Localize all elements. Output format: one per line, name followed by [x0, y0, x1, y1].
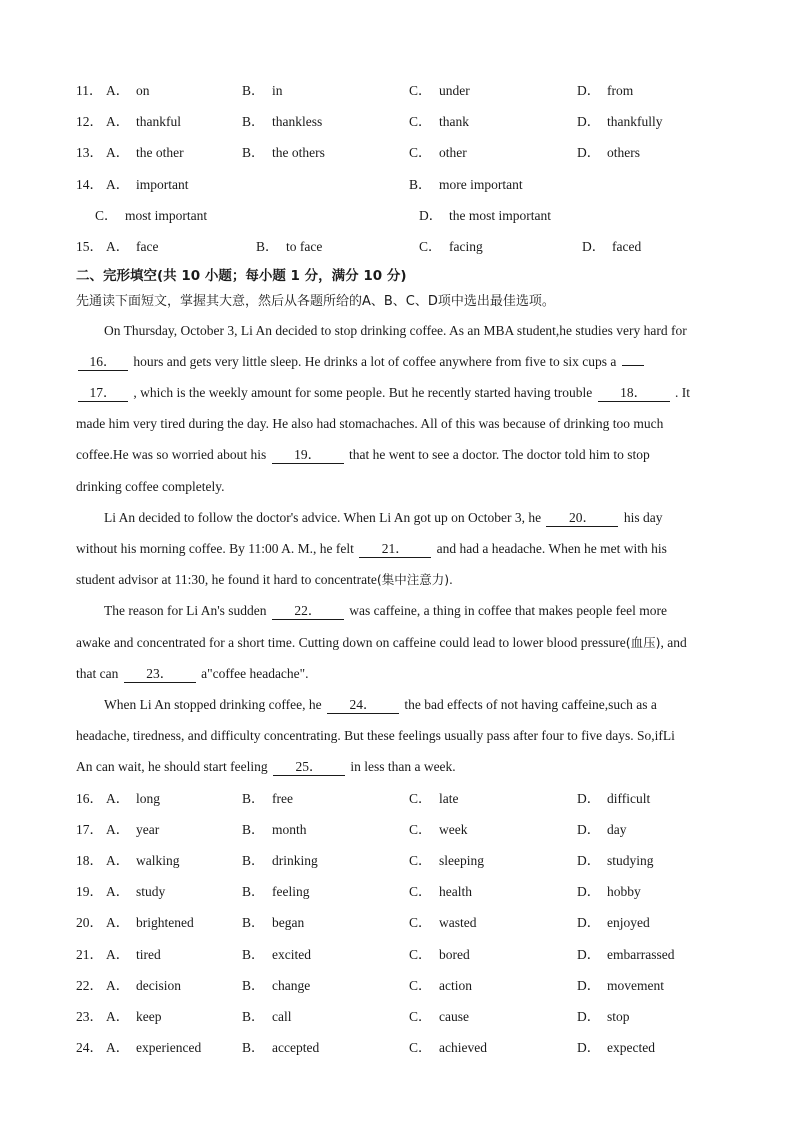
option-text: brightened — [136, 915, 194, 931]
option-text: thankfully — [607, 114, 663, 129]
option-letter: C． — [409, 1008, 432, 1024]
passage-line: without his morning coffee. By 11:00 A. M., he felt 21． and had a headache. When he met with his — [76, 541, 667, 556]
option-text: enjoyed — [607, 915, 650, 931]
option-letter: B． — [242, 1039, 265, 1055]
option-b[interactable] — [242, 789, 293, 809]
option-letter: C． — [409, 145, 432, 160]
option-c[interactable] — [409, 112, 469, 132]
option-text: began — [272, 915, 305, 931]
option-a[interactable] — [106, 976, 181, 996]
option-d[interactable] — [577, 882, 641, 902]
option-letter: D． — [577, 977, 601, 993]
question-number: 18． — [76, 853, 103, 869]
option-letter: B． — [242, 145, 265, 160]
passage-line: awake and concentrated for a short time. Cutting down on caffeine could lead to lower blood pressure(血压), and — [76, 635, 687, 650]
option-letter: A． — [106, 83, 130, 98]
option-text: action — [439, 977, 472, 993]
option-c[interactable] — [409, 945, 470, 965]
option-c[interactable] — [409, 851, 484, 871]
option-text: health — [439, 884, 472, 900]
option-letter: A． — [106, 915, 130, 931]
option-d[interactable] — [577, 913, 650, 933]
option-letter: B． — [242, 83, 265, 98]
option-d[interactable] — [577, 851, 654, 871]
passage-line: The reason for Li An's sudden 22． was caffeine, a thing in coffee that makes people feel more — [104, 603, 668, 618]
option-text: accepted — [272, 1039, 320, 1055]
question-number: 16． — [76, 791, 103, 806]
question-number: 22． — [76, 977, 103, 993]
option-d[interactable] — [577, 1038, 655, 1058]
option-a[interactable]: A． important — [106, 177, 189, 192]
option-letter: C． — [409, 884, 432, 900]
option-d[interactable] — [577, 1007, 630, 1027]
option-d[interactable]: D． faced — [582, 239, 642, 254]
option-letter: A． — [106, 822, 130, 838]
option-letter: C． — [409, 1039, 432, 1055]
option-letter: D． — [577, 915, 601, 931]
passage-line: that can 23． a"coffee headache". — [76, 666, 309, 681]
option-letter: A． — [106, 853, 130, 869]
option-letter: B． — [242, 915, 265, 931]
option-letter: C． — [409, 977, 432, 993]
option-text: stop — [607, 1008, 630, 1024]
option-letter: C． — [409, 853, 432, 869]
passage-line: made him very tired during the day. He also had stomachaches. All of this was because of drinking too much — [76, 416, 664, 431]
option-letter: B． — [242, 946, 265, 962]
question-number: 23． — [76, 1008, 103, 1024]
option-a[interactable] — [106, 945, 161, 965]
option-text: late — [439, 791, 459, 806]
option-letter: D． — [577, 83, 601, 98]
option-a[interactable] — [106, 1007, 161, 1027]
option-d[interactable] — [577, 945, 674, 965]
option-text: tired — [136, 946, 161, 962]
option-letter: D． — [577, 145, 601, 160]
passage-line: 17． , which is the weekly amount for some people. But he recently started having trouble 18． . It — [76, 383, 744, 403]
option-text: sleeping — [439, 853, 484, 869]
option-a[interactable] — [106, 820, 159, 840]
question-number: 19． — [76, 884, 103, 900]
option-c[interactable] — [409, 976, 472, 996]
option-letter: A． — [106, 145, 130, 160]
blank-21[interactable]: 21． — [359, 541, 431, 558]
option-b[interactable] — [242, 81, 283, 101]
option-b[interactable] — [242, 112, 322, 132]
option-letter: B． — [242, 1008, 265, 1024]
passage-line: On Thursday, October 3, Li An decided to stop drinking coffee. As an MBA student,he studies very hard for — [104, 323, 687, 338]
option-b[interactable] — [242, 913, 304, 933]
passage-line: coffee.He was so worried about his 19． that he went to see a doctor. The doctor told him to stop — [76, 447, 650, 462]
option-letter: C． — [409, 915, 432, 931]
blank-20[interactable]: 20． — [546, 510, 618, 527]
option-text: other — [439, 145, 467, 160]
option-text: walking — [136, 853, 180, 869]
option-text: thankful — [136, 114, 181, 129]
option-a[interactable] — [106, 882, 165, 902]
option-text: under — [439, 83, 470, 98]
blank-16-trail — [622, 365, 644, 366]
option-text: others — [607, 145, 640, 160]
option-text: studying — [607, 853, 654, 869]
option-text: from — [607, 83, 634, 98]
option-d[interactable] — [577, 976, 664, 996]
option-letter: D． — [577, 822, 601, 838]
option-b[interactable] — [242, 143, 325, 163]
option-letter: A． — [106, 1039, 130, 1055]
question-number: 20． — [76, 915, 103, 931]
option-c[interactable] — [409, 789, 459, 809]
option-text: movement — [607, 977, 664, 993]
option-d[interactable] — [577, 143, 640, 163]
option-text: year — [136, 822, 160, 838]
option-a[interactable] — [106, 81, 150, 101]
blank-25[interactable]: 25． — [273, 759, 345, 776]
option-d[interactable] — [577, 820, 627, 840]
option-b[interactable] — [242, 976, 310, 996]
option-letter: D． — [577, 791, 601, 806]
option-letter: A． — [106, 791, 130, 806]
option-c[interactable]: C． facing — [419, 239, 483, 254]
option-b[interactable]: B． more important — [409, 177, 523, 192]
option-text: drinking — [272, 853, 318, 869]
option-letter: B． — [242, 791, 265, 806]
option-text: on — [136, 83, 150, 98]
option-letter: D． — [577, 114, 601, 129]
option-text: month — [272, 822, 307, 838]
option-letter: B． — [242, 884, 265, 900]
question-number: 17． — [76, 822, 103, 838]
passage-line: student advisor at 11:30, he found it hard to concentrate(集中注意力). — [76, 572, 453, 587]
option-text: keep — [136, 1008, 162, 1024]
blank-16[interactable]: 16． — [78, 354, 128, 371]
option-text: week — [439, 822, 468, 838]
option-a[interactable] — [106, 112, 181, 132]
option-letter: B． — [242, 977, 265, 993]
option-b[interactable] — [242, 945, 311, 965]
option-text: the others — [272, 145, 325, 160]
option-a[interactable] — [106, 851, 180, 871]
option-text: thankless — [272, 114, 323, 129]
blank-24[interactable]: 24． — [327, 697, 399, 714]
section-instruction: 先通读下面短文，掌握其大意，然后从各题所给的A、B、C、D项中选出最佳选项。 — [76, 294, 555, 309]
option-letter: C． — [409, 114, 432, 129]
option-text: feeling — [272, 884, 310, 900]
passage-line: headache, tiredness, and difficulty concentrating. But these feelings usually pass after four to five days. So,ifLi — [76, 728, 675, 743]
option-letter: D． — [577, 1008, 601, 1024]
option-text: decision — [136, 977, 181, 993]
option-d[interactable] — [577, 112, 663, 132]
option-text: expected — [607, 1039, 655, 1055]
option-letter: C． — [409, 83, 432, 98]
option-text: hobby — [607, 884, 641, 900]
blank-22[interactable]: 22． — [272, 603, 344, 620]
option-b[interactable] — [242, 820, 307, 840]
question-number: 11． — [76, 83, 103, 98]
question-number: 21． — [76, 946, 103, 962]
option-letter: A． — [106, 946, 130, 962]
option-a[interactable] — [106, 789, 160, 809]
option-b[interactable]: B． to face — [256, 239, 323, 254]
option-c[interactable] — [409, 913, 477, 933]
option-letter: B． — [242, 822, 265, 838]
option-text: achieved — [439, 1039, 487, 1055]
option-text: study — [136, 884, 166, 900]
option-b[interactable] — [242, 851, 318, 871]
section-heading: 二、完形填空(共 10 小题；每小题 1 分，满分 10 分) — [76, 268, 407, 284]
option-text: bored — [439, 946, 470, 962]
question-number: 14． — [76, 177, 103, 192]
option-c[interactable] — [409, 820, 467, 840]
option-text: excited — [272, 946, 311, 962]
option-a[interactable] — [106, 1038, 201, 1058]
option-d[interactable]: D． the most important — [419, 208, 551, 223]
option-text: embarrassed — [607, 946, 675, 962]
option-letter: D． — [577, 946, 601, 962]
option-letter: D． — [577, 853, 601, 869]
option-letter: B． — [242, 114, 265, 129]
option-letter: C． — [409, 946, 432, 962]
option-text: call — [272, 1008, 292, 1024]
option-text: difficult — [607, 791, 651, 806]
option-text: cause — [439, 1008, 469, 1024]
option-d[interactable] — [577, 81, 633, 101]
option-c[interactable]: C． most important — [95, 208, 208, 223]
option-text: the other — [136, 145, 184, 160]
option-c[interactable] — [409, 882, 472, 902]
option-letter: C． — [409, 822, 432, 838]
question-number: 13． — [76, 145, 103, 160]
option-letter: A． — [106, 977, 130, 993]
option-a[interactable] — [106, 143, 184, 163]
passage-line: Li An decided to follow the doctor's advice. When Li An got up on October 3, he 20． his day — [104, 510, 663, 525]
option-letter: D． — [577, 884, 601, 900]
option-text: wasted — [439, 915, 477, 931]
blank-23[interactable]: 23． — [124, 666, 196, 683]
question-number: 15． — [76, 239, 103, 254]
option-text: day — [607, 822, 627, 838]
option-letter: A． — [106, 884, 130, 900]
option-b[interactable] — [242, 1038, 319, 1058]
option-letter: B． — [242, 853, 265, 869]
blank-19[interactable]: 19． — [272, 447, 344, 464]
option-text: change — [272, 977, 311, 993]
passage-line: drinking coffee completely. — [76, 479, 225, 494]
option-letter: A． — [106, 1008, 130, 1024]
option-c[interactable] — [409, 143, 467, 163]
passage-line: When Li An stopped drinking coffee, he 24． the bad effects of not having caffeine,such as a — [104, 697, 657, 712]
question-number: 24． — [76, 1039, 103, 1055]
option-c[interactable] — [409, 1007, 469, 1027]
option-text: long — [136, 791, 161, 806]
option-letter: C． — [409, 791, 432, 806]
option-a[interactable] — [106, 913, 194, 933]
option-text: free — [272, 791, 293, 806]
question-number: 12． — [76, 114, 103, 129]
option-text: thank — [439, 114, 469, 129]
blank-18[interactable]: 18． — [598, 385, 670, 402]
blank-17[interactable]: 17． — [78, 385, 128, 402]
option-c[interactable] — [409, 81, 470, 101]
passage-line: 16． hours and gets very little sleep. He drinks a lot of coffee anywhere from five to six cups a — [76, 352, 744, 372]
option-c[interactable] — [409, 1038, 487, 1058]
option-d[interactable] — [577, 789, 650, 809]
option-b[interactable] — [242, 882, 309, 902]
option-letter: A． — [106, 114, 130, 129]
option-a[interactable]: A． face — [106, 239, 159, 254]
option-text: in — [272, 83, 283, 98]
option-text: experienced — [136, 1039, 202, 1055]
option-letter: D． — [577, 1039, 601, 1055]
option-b[interactable] — [242, 1007, 292, 1027]
passage-line: An can wait, he should start feeling 25． in less than a week. — [76, 759, 456, 774]
